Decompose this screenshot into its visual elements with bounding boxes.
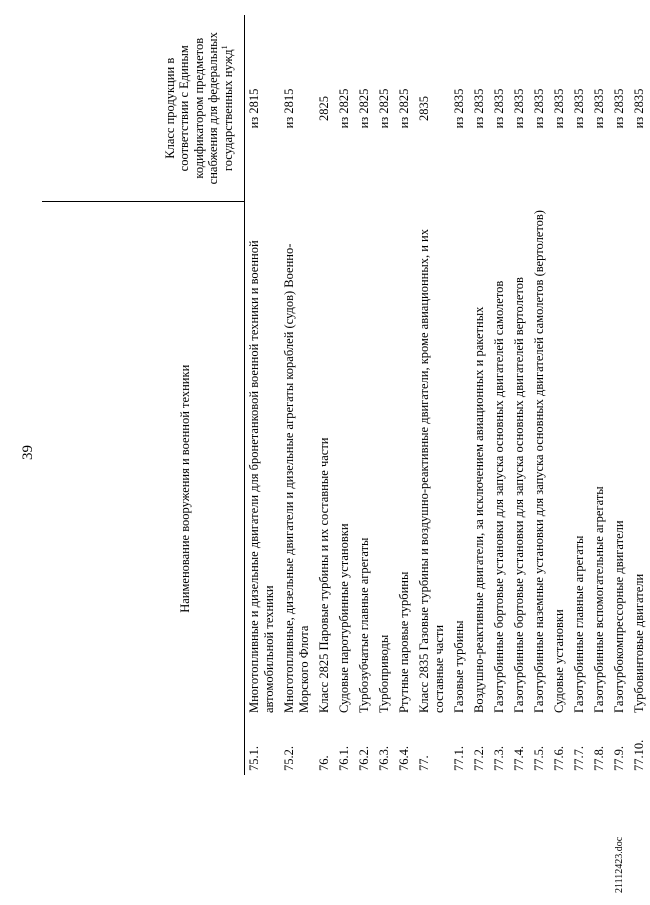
table-row [510,15,530,775]
row-name: Класс 2825 Паровые турбины и их составные части [317,437,331,713]
row-class: 2825 [317,96,331,121]
row-number: 76.2. [357,746,371,771]
table-row [335,15,355,775]
row-name: Судовые паротурбинные установки [337,523,351,713]
row-number: 77.1. [452,746,466,771]
row-name: Газотурбинные бортовые установки для запуска основных двигателей вертолетов [512,277,526,713]
row-number: 76. [317,755,331,771]
row-class: из 2835 [552,88,566,129]
row-name: Газотурбинные бортовые установки для запуска основных двигателей самолетов [492,280,506,713]
row-class: из 2835 [592,88,606,129]
table-row [530,15,550,775]
row-name: Многотопливные и дизельные двигатели для бронетанковой военной техники и военной автомобильной техники [247,240,276,713]
table-row [590,15,610,775]
row-name: Судовые установки [552,609,566,713]
footnote-marker: 1 [220,45,230,50]
row-name: Газотурбокомпрессорные двигатели [612,520,626,713]
table-row [570,15,590,775]
row-name: Турбозубчатые главные агрегаты [357,537,371,713]
table-row [470,15,490,775]
row-number: 77.3. [492,746,506,771]
row-name: Класс 2835 Газовые турбины и воздушно-реактивные двигатели, кроме авиационных, и их составные части [417,229,446,713]
row-name: Воздушно-реактивные двигатели, за исключением авиационных и ракетных [472,306,486,713]
row-name: Газотурбинные главные агрегаты [572,535,586,713]
table-row [315,15,335,775]
row-class: из 2815 [247,88,261,129]
row-name: Турбовинтовые двигатели [632,573,646,713]
row-name: Газотурбинные вспомогательные агрегаты [592,486,606,713]
header-class-text: Класс продукции в соответствии с Единым кодификатором предметов снабжения для федеральных государственных нужд [162,32,236,185]
row-number: 75.1. [247,746,261,771]
row-name: Газовые турбины [452,620,466,713]
row-name: Многотопливные, дизельные двигатели и дизельные агрегаты кораблей (судов) Военно-Морского Флота [282,243,311,713]
table-row [450,15,470,775]
footer-filename: 21112423.doc [614,836,625,893]
row-number: 76.3. [377,746,391,771]
row-number: 77.8. [592,746,606,771]
table-header-row [42,15,245,775]
table-row [490,15,510,775]
header-class-column [42,15,245,202]
row-class: из 2835 [472,88,486,129]
row-class: из 2835 [632,88,646,129]
header-name-text: Наименование вооружения и военной техники [177,364,192,613]
row-number: 77.9. [612,746,626,771]
row-number: 77.6. [552,746,566,771]
row-class: из 2825 [377,88,391,129]
row-name: Газотурбинные наземные установки для запуска основных двигателей самолетов (вертолетов) [532,210,546,713]
row-class: из 2825 [337,88,351,129]
row-number: 77.5. [532,746,546,771]
header-name-column [42,202,245,775]
row-number: 77.7. [572,746,586,771]
table-row [550,15,570,775]
row-number: 76.4. [397,746,411,771]
table-row [375,15,395,775]
row-name: Турбоприводы [377,634,391,713]
table-row [630,15,650,775]
row-class: из 2825 [397,88,411,129]
equipment-class-table [42,15,650,775]
row-class: из 2835 [572,88,586,129]
row-class: из 2825 [357,88,371,129]
table-row [355,15,375,775]
table-row [610,15,630,775]
row-number: 75.2. [282,746,296,771]
row-class: из 2835 [452,88,466,129]
table-row [245,15,281,775]
row-name: Ртутные паровые турбины [397,571,411,713]
row-class: 2835 [417,96,431,121]
table-row [395,15,415,775]
row-class: из 2835 [612,88,626,129]
row-number: 77.10. [632,739,646,771]
row-class: из 2835 [532,88,546,129]
row-class: из 2835 [492,88,506,129]
table-row [415,15,450,775]
table-row [280,15,315,775]
page-number: 39 [20,445,36,460]
row-number: 77.4. [512,746,526,771]
row-number: 76.1. [337,746,351,771]
row-number: 77. [417,755,431,771]
row-class: из 2835 [512,88,526,129]
row-number: 77.2. [472,746,486,771]
row-class: из 2815 [282,88,296,129]
